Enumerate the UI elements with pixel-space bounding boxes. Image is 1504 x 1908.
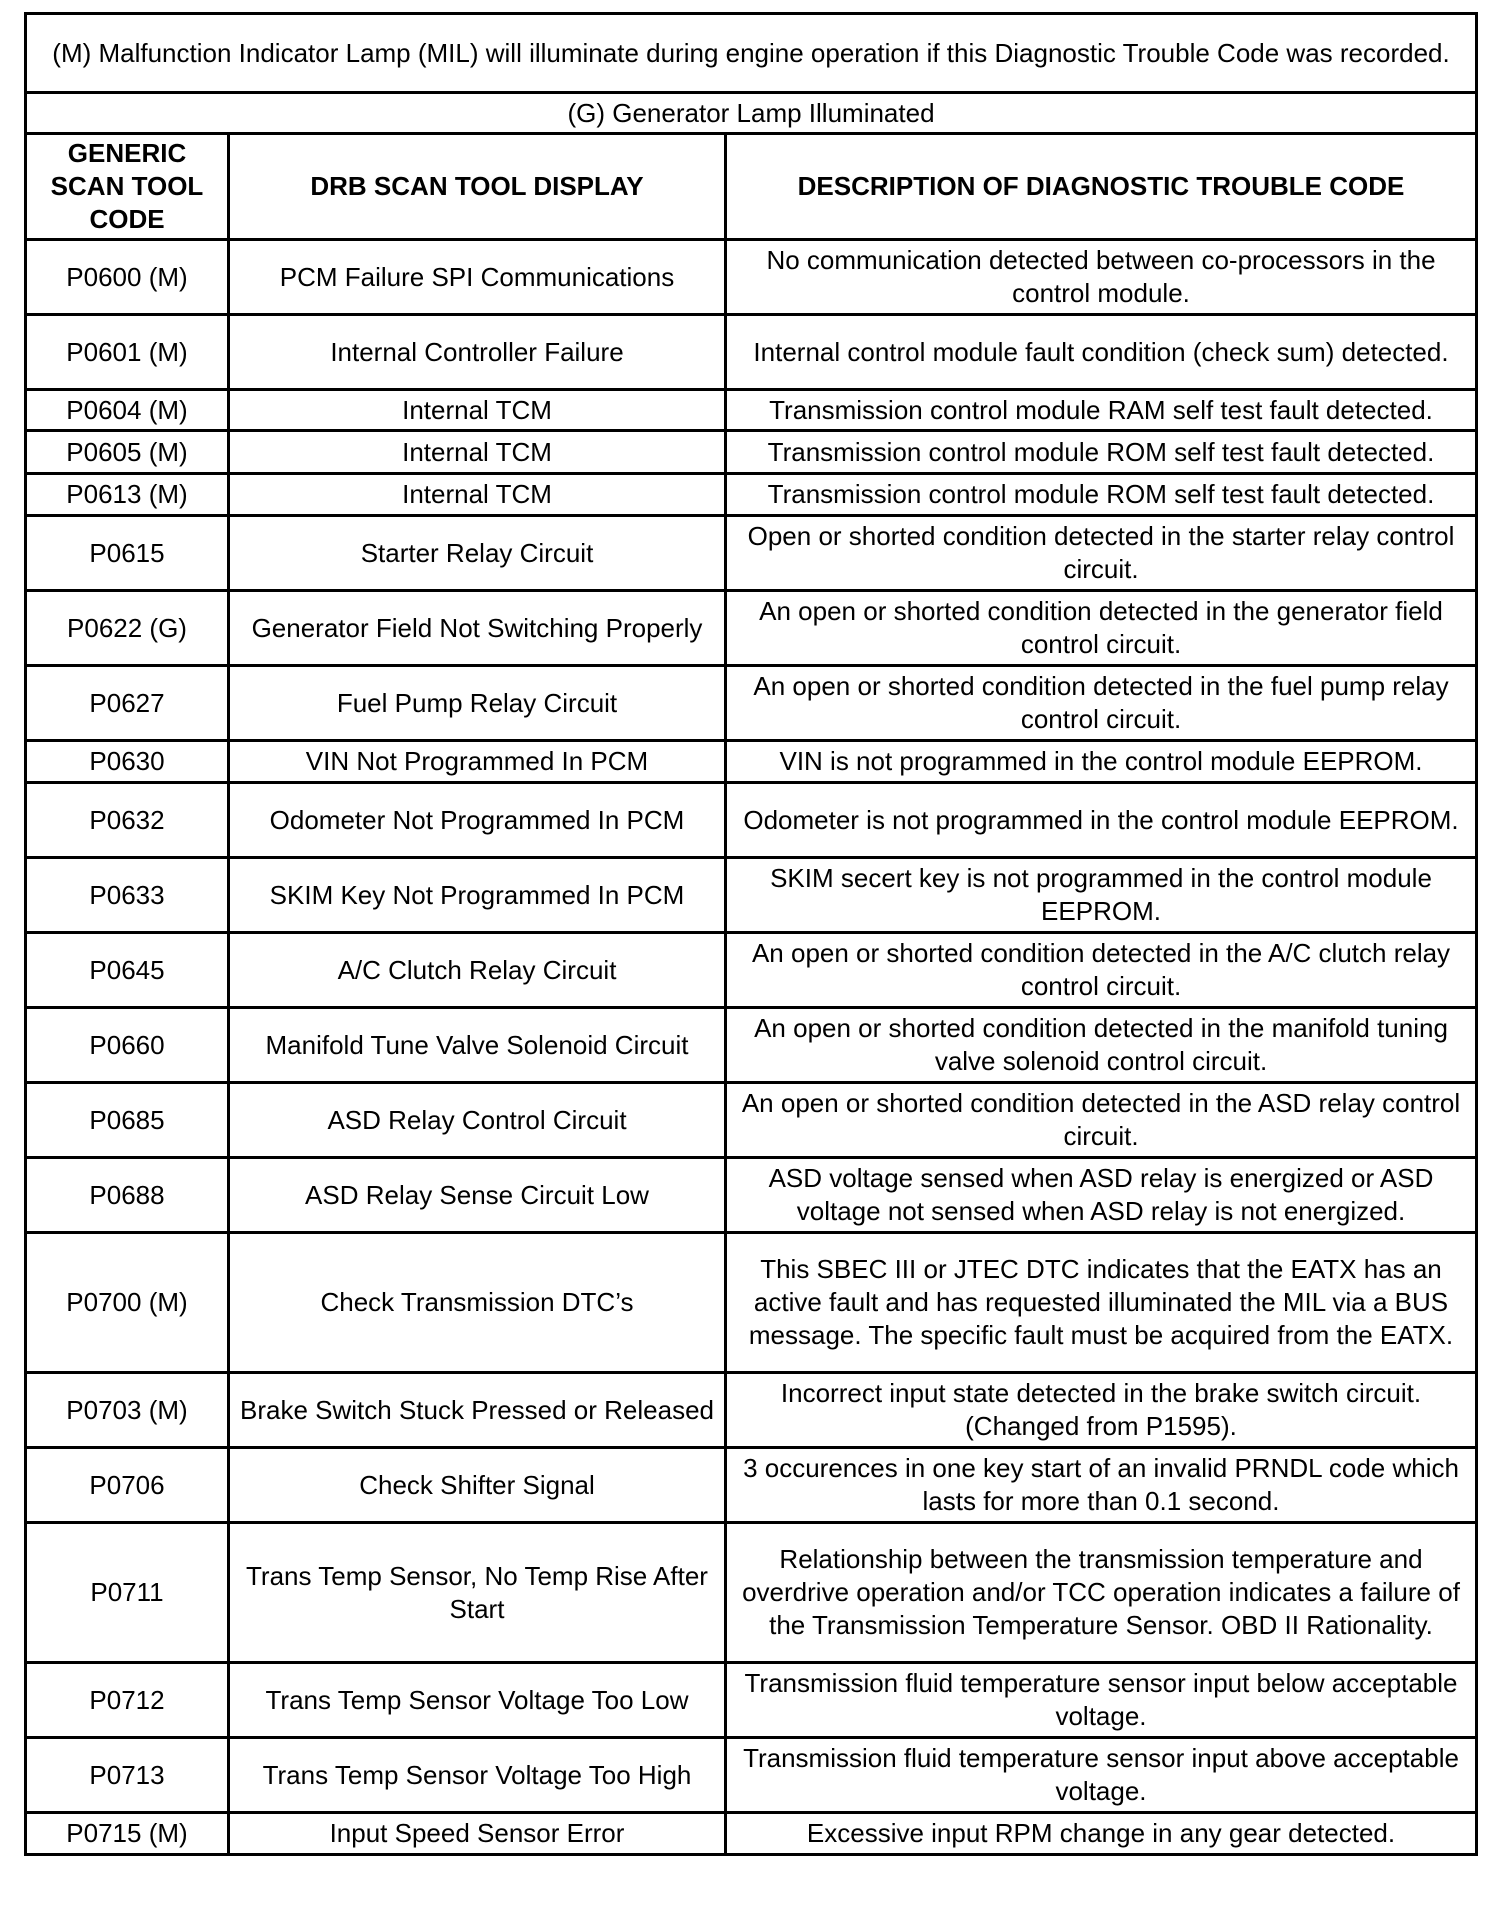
dtc-description: An open or shorted condition detected in the ASD relay control circuit. — [726, 1083, 1477, 1158]
dtc-code: P0703 (M) — [26, 1373, 229, 1448]
header-description: DESCRIPTION OF DIAGNOSTIC TROUBLE CODE — [726, 134, 1477, 240]
dtc-display: Starter Relay Circuit — [229, 516, 726, 591]
dtc-code: P0660 — [26, 1008, 229, 1083]
dtc-display: Generator Field Not Switching Properly — [229, 591, 726, 666]
dtc-description: Transmission fluid temperature sensor input above acceptable voltage. — [726, 1738, 1477, 1813]
dtc-description: This SBEC III or JTEC DTC indicates that the EATX has an active fault and has requested illuminated the MIL via a BUS message. The specific fault must be acquired from the EATX. — [726, 1233, 1477, 1373]
dtc-display: A/C Clutch Relay Circuit — [229, 933, 726, 1008]
dtc-display: Manifold Tune Valve Solenoid Circuit — [229, 1008, 726, 1083]
dtc-description: An open or shorted condition detected in the fuel pump relay control circuit. — [726, 666, 1477, 741]
dtc-code: P0600 (M) — [26, 240, 229, 315]
dtc-description: Transmission control module ROM self test fault detected. — [726, 474, 1477, 516]
dtc-row — [26, 390, 1477, 431]
dtc-code: P0645 — [26, 933, 229, 1008]
dtc-code: P0622 (G) — [26, 591, 229, 666]
dtc-description: An open or shorted condition detected in the generator field control circuit. — [726, 591, 1477, 666]
dtc-display: Trans Temp Sensor Voltage Too High — [229, 1738, 726, 1813]
dtc-description: Transmission control module ROM self test fault detected. — [726, 431, 1477, 474]
generator-note: (G) Generator Lamp Illuminated — [26, 93, 1477, 134]
dtc-row — [26, 1158, 1477, 1233]
dtc-code: P0711 — [26, 1523, 229, 1663]
dtc-row — [26, 315, 1477, 390]
generator-note-row — [26, 93, 1477, 134]
dtc-display: Internal TCM — [229, 390, 726, 431]
dtc-row — [26, 1738, 1477, 1813]
dtc-description: Open or shorted condition detected in the starter relay control circuit. — [726, 516, 1477, 591]
dtc-row — [26, 591, 1477, 666]
dtc-table — [24, 12, 1478, 1856]
dtc-row — [26, 240, 1477, 315]
dtc-display: Trans Temp Sensor, No Temp Rise After Start — [229, 1523, 726, 1663]
dtc-row — [26, 858, 1477, 933]
dtc-code: P0712 — [26, 1663, 229, 1738]
dtc-description: VIN is not programmed in the control module EEPROM. — [726, 741, 1477, 783]
dtc-code: P0706 — [26, 1448, 229, 1523]
dtc-description: Transmission fluid temperature sensor input below acceptable voltage. — [726, 1663, 1477, 1738]
dtc-code: P0688 — [26, 1158, 229, 1233]
dtc-description: Excessive input RPM change in any gear detected. — [726, 1813, 1477, 1855]
dtc-description: 3 occurences in one key start of an invalid PRNDL code which lasts for more than 0.1 second. — [726, 1448, 1477, 1523]
dtc-display: Brake Switch Stuck Pressed or Released — [229, 1373, 726, 1448]
dtc-display: ASD Relay Sense Circuit Low — [229, 1158, 726, 1233]
dtc-code: P0601 (M) — [26, 315, 229, 390]
mil-note: (M) Malfunction Indicator Lamp (MIL) will illuminate during engine operation if this Diagnostic Trouble Code was recorded. — [26, 14, 1477, 93]
header-row — [26, 134, 1477, 240]
header-generic-code: GENERIC SCAN TOOL CODE — [26, 134, 229, 240]
dtc-row — [26, 516, 1477, 591]
dtc-code: P0627 — [26, 666, 229, 741]
mil-note-row — [26, 14, 1477, 93]
dtc-code: P0633 — [26, 858, 229, 933]
dtc-row — [26, 1448, 1477, 1523]
dtc-row — [26, 1373, 1477, 1448]
dtc-description: Internal control module fault condition (check sum) detected. — [726, 315, 1477, 390]
dtc-row — [26, 431, 1477, 474]
dtc-description: Odometer is not programmed in the control module EEPROM. — [726, 783, 1477, 858]
dtc-display: Odometer Not Programmed In PCM — [229, 783, 726, 858]
dtc-description: ASD voltage sensed when ASD relay is energized or ASD voltage not sensed when ASD relay is not energized. — [726, 1158, 1477, 1233]
dtc-display: SKIM Key Not Programmed In PCM — [229, 858, 726, 933]
dtc-row — [26, 1523, 1477, 1663]
dtc-description: SKIM secert key is not programmed in the control module EEPROM. — [726, 858, 1477, 933]
dtc-row — [26, 933, 1477, 1008]
dtc-display: Check Shifter Signal — [229, 1448, 726, 1523]
dtc-display: ASD Relay Control Circuit — [229, 1083, 726, 1158]
dtc-code: P0632 — [26, 783, 229, 858]
dtc-row — [26, 1813, 1477, 1855]
dtc-code: P0700 (M) — [26, 1233, 229, 1373]
dtc-code: P0630 — [26, 741, 229, 783]
dtc-row — [26, 1008, 1477, 1083]
dtc-description: An open or shorted condition detected in the A/C clutch relay control circuit. — [726, 933, 1477, 1008]
dtc-row — [26, 1233, 1477, 1373]
dtc-code: P0685 — [26, 1083, 229, 1158]
dtc-row — [26, 666, 1477, 741]
dtc-description: Incorrect input state detected in the brake switch circuit. (Changed from P1595). — [726, 1373, 1477, 1448]
dtc-code: P0613 (M) — [26, 474, 229, 516]
dtc-description: No communication detected between co-processors in the control module. — [726, 240, 1477, 315]
dtc-description: Relationship between the transmission temperature and overdrive operation and/or TCC operation indicates a failure of the Transmission Temperature Sensor. OBD II Rationality. — [726, 1523, 1477, 1663]
dtc-description: An open or shorted condition detected in the manifold tuning valve solenoid control circuit. — [726, 1008, 1477, 1083]
dtc-row — [26, 741, 1477, 783]
dtc-page — [24, 12, 1475, 1856]
dtc-display: Internal TCM — [229, 431, 726, 474]
dtc-row — [26, 1663, 1477, 1738]
dtc-code: P0604 (M) — [26, 390, 229, 431]
dtc-display: Trans Temp Sensor Voltage Too Low — [229, 1663, 726, 1738]
dtc-row — [26, 474, 1477, 516]
dtc-display: Internal TCM — [229, 474, 726, 516]
dtc-code: P0715 (M) — [26, 1813, 229, 1855]
dtc-display: VIN Not Programmed In PCM — [229, 741, 726, 783]
dtc-display: Fuel Pump Relay Circuit — [229, 666, 726, 741]
dtc-code: P0615 — [26, 516, 229, 591]
dtc-code: P0605 (M) — [26, 431, 229, 474]
dtc-table-body — [26, 14, 1477, 1855]
dtc-display: PCM Failure SPI Communications — [229, 240, 726, 315]
header-drb-display: DRB SCAN TOOL DISPLAY — [229, 134, 726, 240]
dtc-display: Internal Controller Failure — [229, 315, 726, 390]
dtc-display: Input Speed Sensor Error — [229, 1813, 726, 1855]
dtc-row — [26, 1083, 1477, 1158]
dtc-code: P0713 — [26, 1738, 229, 1813]
dtc-description: Transmission control module RAM self test fault detected. — [726, 390, 1477, 431]
dtc-display: Check Transmission DTC’s — [229, 1233, 726, 1373]
dtc-row — [26, 783, 1477, 858]
